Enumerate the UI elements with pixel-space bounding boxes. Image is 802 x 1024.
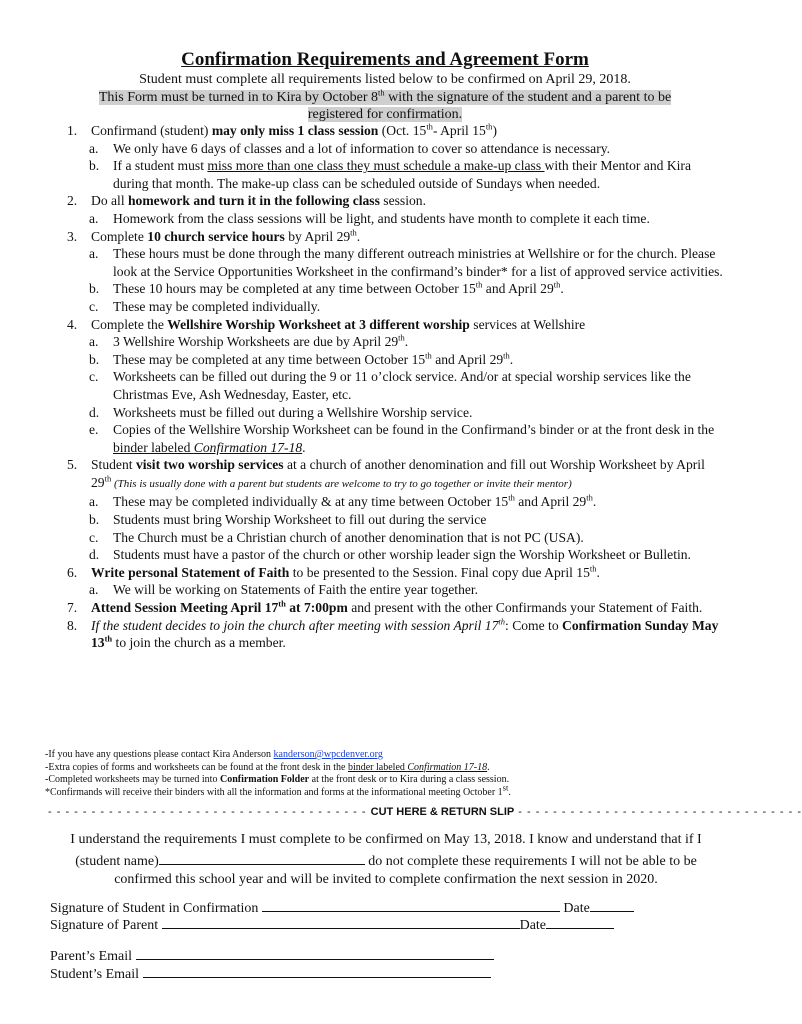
sub-letter: c. bbox=[89, 369, 99, 385]
sup: th bbox=[553, 279, 561, 290]
req-bold: Wellshire Worship Worksheet at 3 different worship bbox=[167, 316, 470, 332]
item-number: 1. bbox=[67, 123, 78, 138]
sup: th bbox=[398, 332, 405, 343]
parent-signature-row bbox=[50, 914, 614, 935]
req-text: session. bbox=[379, 193, 426, 209]
note-2 bbox=[45, 762, 745, 775]
sup: th bbox=[278, 598, 286, 609]
sub-item bbox=[89, 529, 727, 547]
sub-text: 3 Wellshire Worship Worksheets are due by April 29 bbox=[113, 334, 399, 350]
agreement-text: do not complete these requirements I will not be able to be confirmed this school year and will be invited to complete confirmation the next session in 2020. bbox=[114, 853, 697, 887]
sup: th bbox=[104, 473, 112, 484]
note-text: at the front desk or to Kira during a class session. bbox=[309, 774, 510, 786]
sublist-4 bbox=[67, 333, 727, 456]
sub-letter: d. bbox=[89, 547, 100, 563]
req-bold: Write personal Statement of Faith bbox=[91, 564, 290, 580]
requirement-4 bbox=[67, 316, 727, 334]
sub-letter: e. bbox=[89, 422, 99, 438]
sup: th bbox=[586, 492, 593, 503]
sub-text: These may be completed individually & at any time between October 15 bbox=[113, 494, 509, 510]
sub-letter: b. bbox=[89, 512, 100, 528]
sub-item bbox=[89, 404, 727, 422]
requirements-list bbox=[67, 122, 727, 652]
page-title: Confirmation Requirements and Agreement Form bbox=[181, 49, 589, 70]
note-text: . bbox=[508, 786, 511, 798]
sup: th bbox=[485, 121, 493, 132]
sup: th bbox=[508, 492, 515, 503]
req-text: ) bbox=[492, 123, 497, 138]
req-italic: If the student decides to join the church after meeting with session April 17 bbox=[91, 617, 499, 633]
sub-underline-italic: Confirmation 17-18 bbox=[193, 439, 303, 455]
sup: th bbox=[503, 350, 510, 361]
req-note: (This is usually done with a parent but students are welcome to try to go together or invite their mentor) bbox=[111, 477, 572, 490]
sub-underline: miss more than one class they must schedule a make-up class bbox=[207, 158, 545, 174]
sub-item bbox=[89, 245, 727, 280]
sub-text: Homework from the class sessions will be light, and students have month to complete it each time. bbox=[113, 210, 650, 226]
req-text: Complete bbox=[91, 228, 148, 244]
sub-text: and April 29 bbox=[482, 281, 554, 297]
note-text: -Completed worksheets may be turned into bbox=[45, 774, 220, 786]
sub-item bbox=[89, 332, 727, 351]
parent-signature-label: Signature of Parent bbox=[50, 918, 159, 933]
intro-line-2-text-end: with the signature of the student and a parent to be bbox=[384, 90, 672, 105]
sup: th bbox=[475, 279, 483, 290]
sub-text: Worksheets can be filled out during the 9 or 11 o’clock service. And/or at special worship services like the Christmas Eve, Ash Wednesday, Easter, etc. bbox=[113, 369, 691, 402]
note-text: . bbox=[487, 761, 490, 773]
req-text: and present with the other Confirmands your Statement of Faith. bbox=[347, 600, 703, 616]
req-text: to join the church as a member. bbox=[112, 635, 286, 651]
sub-text: Worksheets must be filled out during a Wellshire Worship service. bbox=[113, 404, 473, 420]
sub-text: and April 29 bbox=[514, 494, 587, 510]
item-number: 6. bbox=[67, 564, 78, 580]
student-email-line[interactable] bbox=[143, 963, 491, 978]
email-link[interactable]: kanderson@wpcdenver.org bbox=[273, 749, 383, 760]
sup: th bbox=[104, 633, 113, 644]
req-bold: Attend Session Meeting April 17 bbox=[91, 600, 279, 616]
parent-date-line[interactable] bbox=[546, 914, 614, 929]
sub-item bbox=[89, 140, 727, 158]
requirement-6 bbox=[67, 564, 727, 582]
sub-letter: a. bbox=[89, 494, 99, 510]
req-text: Confirmand (student) bbox=[91, 123, 212, 138]
sub-text: These 10 hours may be completed at any time between October 15 bbox=[113, 281, 476, 297]
date-label: Date bbox=[519, 918, 547, 933]
item-number: 2. bbox=[67, 193, 78, 209]
sub-text: . bbox=[509, 351, 514, 367]
note-1 bbox=[45, 749, 745, 762]
sub-letter: a. bbox=[89, 140, 99, 156]
req-bold: visit two worship services bbox=[135, 457, 284, 473]
sub-text: with their Mentor and Kira during that month. The make-up class can be scheduled outside of Sundays when needed. bbox=[113, 158, 691, 191]
parent-signature-line[interactable] bbox=[162, 914, 520, 929]
sub-text: Students must have a pastor of the church or other worship leader sign the Worship Worksheet or Bulletin. bbox=[113, 547, 691, 563]
intro-line-3-text: registered for confirmation. bbox=[307, 107, 463, 122]
sub-item bbox=[89, 492, 727, 511]
sublist-6 bbox=[67, 581, 727, 599]
sub-underline: binder labeled bbox=[113, 439, 194, 455]
student-name-line[interactable] bbox=[159, 850, 365, 865]
req-text: : Come to bbox=[505, 617, 563, 633]
sup: th bbox=[498, 616, 506, 627]
sub-letter: b. bbox=[89, 158, 100, 174]
note-text: *Confirmands will receive their binders with all the information and forms at the informational meeting October 1 bbox=[45, 786, 503, 798]
intro-line-2-text: This Form must be turned in to Kira by October 8 bbox=[98, 90, 379, 105]
sublist-5 bbox=[67, 493, 727, 563]
note-underline: binder labeled bbox=[347, 761, 408, 773]
note-underline-italic: Confirmation 17-18 bbox=[407, 761, 488, 773]
sup: th bbox=[589, 563, 597, 574]
note-bold: Confirmation Folder bbox=[219, 774, 310, 786]
intro-line-3 bbox=[0, 107, 770, 123]
sub-item bbox=[89, 368, 727, 403]
sub-item bbox=[89, 157, 727, 192]
sub-letter: d. bbox=[89, 404, 100, 420]
sub-item bbox=[89, 546, 727, 564]
sub-letter: a. bbox=[89, 582, 99, 598]
req-text: to be presented to the Session. Final copy due April 15 bbox=[289, 564, 590, 580]
req-bold: Confirmation Sunday May 13 bbox=[91, 617, 719, 651]
sub-letter: a. bbox=[89, 334, 99, 350]
sub-item bbox=[89, 511, 727, 529]
sub-text: We will be working on Statements of Faith the entire year together. bbox=[113, 582, 479, 598]
student-email-label: Student’s Email bbox=[50, 967, 140, 982]
sub-text: . bbox=[302, 439, 306, 455]
intro-sup: th bbox=[378, 87, 385, 98]
requirement-1 bbox=[67, 122, 727, 140]
note-3 bbox=[45, 774, 745, 787]
req-text: . bbox=[596, 564, 600, 580]
req-text: at a church of another denomination and fill out Worship Worksheet by April 29 bbox=[91, 457, 705, 490]
agreement-text: I understand the requirements I must complete to be confirmed on May 13, 2018. I know and understand that if I (student name) bbox=[70, 832, 702, 869]
date-label: Date bbox=[563, 901, 590, 916]
sub-text: and April 29 bbox=[431, 351, 504, 367]
sub-text: The Church must be a Christian church of another denomination that is not PC (USA). bbox=[113, 529, 584, 545]
sub-item bbox=[89, 581, 727, 599]
req-bold: homework and turn it in the following class bbox=[128, 193, 380, 209]
sub-item bbox=[89, 210, 727, 228]
requirement-3 bbox=[67, 228, 727, 246]
item-number: 3. bbox=[67, 228, 78, 244]
sublist-1 bbox=[67, 140, 727, 193]
sub-letter: c. bbox=[89, 298, 99, 314]
sub-text: Students must bring Worship Worksheet to fill out during the service bbox=[113, 512, 487, 528]
sublist-2 bbox=[67, 210, 727, 228]
sub-letter: a. bbox=[89, 210, 99, 226]
sup: th bbox=[426, 121, 433, 132]
sub-text: These hours must be done through the many different outreach ministries at Wellshire or for the church. Please look at the Service Opportunities Worksheet in the confirmand’s binder* for a list of approved service activities. bbox=[113, 246, 723, 279]
agreement-statement bbox=[48, 831, 724, 890]
intro-line-1: Student must complete all requirements listed below to be confirmed on April 29, 2018. bbox=[139, 72, 631, 87]
cut-here-divider: - - - - - - - - - - - - - - - - - - - - - - - - - - - - - - - - - - - - - CUT HERE & RETURN SLIP - - - - - - - - - - - - - - - - - - - - - - - - - - - - - - - - - bbox=[48, 806, 802, 818]
note-text: -Extra copies of forms and worksheets can be found at the front desk in the bbox=[45, 761, 348, 773]
sub-letter: b. bbox=[89, 351, 100, 367]
req-text: Complete the bbox=[91, 316, 168, 332]
parent-email-line[interactable] bbox=[136, 945, 494, 960]
sub-text: . bbox=[404, 334, 409, 350]
student-date-line[interactable] bbox=[590, 897, 634, 912]
item-number: 8. bbox=[67, 617, 78, 633]
req-bold: may only miss 1 class session bbox=[211, 123, 379, 138]
item-number: 7. bbox=[67, 600, 78, 616]
student-email-row bbox=[50, 963, 491, 984]
contact-notes bbox=[45, 749, 745, 799]
intro-line-2 bbox=[0, 87, 770, 106]
req-bold: at 7:00pm bbox=[285, 600, 348, 616]
student-signature-label: Signature of Student in Confirmation bbox=[50, 901, 259, 916]
req-bold: 10 church service hours bbox=[147, 228, 285, 244]
requirement-5 bbox=[67, 456, 727, 493]
cut-label: CUT HERE & RETURN SLIP bbox=[370, 806, 515, 818]
req-text: Do all bbox=[91, 193, 128, 209]
sub-text: Copies of the Wellshire Worship Worksheet can be found in the Confirmand’s binder or at the front desk in the bbox=[113, 422, 715, 438]
req-text: - April 15 bbox=[432, 123, 486, 138]
requirement-2 bbox=[67, 192, 727, 210]
sub-item bbox=[89, 279, 727, 298]
item-number: 5. bbox=[67, 457, 78, 473]
sub-item bbox=[89, 298, 727, 316]
req-text: by April 29 bbox=[284, 228, 351, 244]
note-4 bbox=[45, 782, 745, 800]
sub-text: These may be completed at any time between October 15 bbox=[113, 351, 426, 367]
sub-item bbox=[89, 421, 727, 456]
item-number: 4. bbox=[67, 316, 78, 332]
sub-text: If a student must bbox=[113, 158, 208, 174]
sub-letter: a. bbox=[89, 246, 99, 262]
sub-text: . bbox=[592, 494, 597, 510]
parent-email-label: Parent’s Email bbox=[50, 949, 133, 964]
requirement-8 bbox=[67, 617, 727, 652]
requirement-7 bbox=[67, 599, 727, 617]
student-signature-line[interactable] bbox=[262, 897, 560, 912]
sup: st bbox=[502, 782, 509, 793]
req-text: services at Wellshire bbox=[469, 316, 586, 332]
sub-text: These may be completed individually. bbox=[113, 298, 321, 314]
sub-text: We only have 6 days of classes and a lot of information to cover so attendance is necessary. bbox=[113, 140, 611, 156]
sup: th bbox=[350, 227, 357, 238]
req-text: (Oct. 15 bbox=[378, 123, 427, 138]
sub-text: . bbox=[560, 281, 564, 297]
sub-letter: c. bbox=[89, 529, 99, 545]
sup: th bbox=[425, 350, 432, 361]
req-text: Student bbox=[91, 457, 136, 473]
note-text: -If you have any questions please contact Kira Anderson bbox=[45, 749, 274, 760]
req-text: . bbox=[356, 228, 361, 244]
sub-letter: b. bbox=[89, 281, 100, 297]
sub-item bbox=[89, 350, 727, 369]
sublist-3 bbox=[67, 245, 727, 315]
